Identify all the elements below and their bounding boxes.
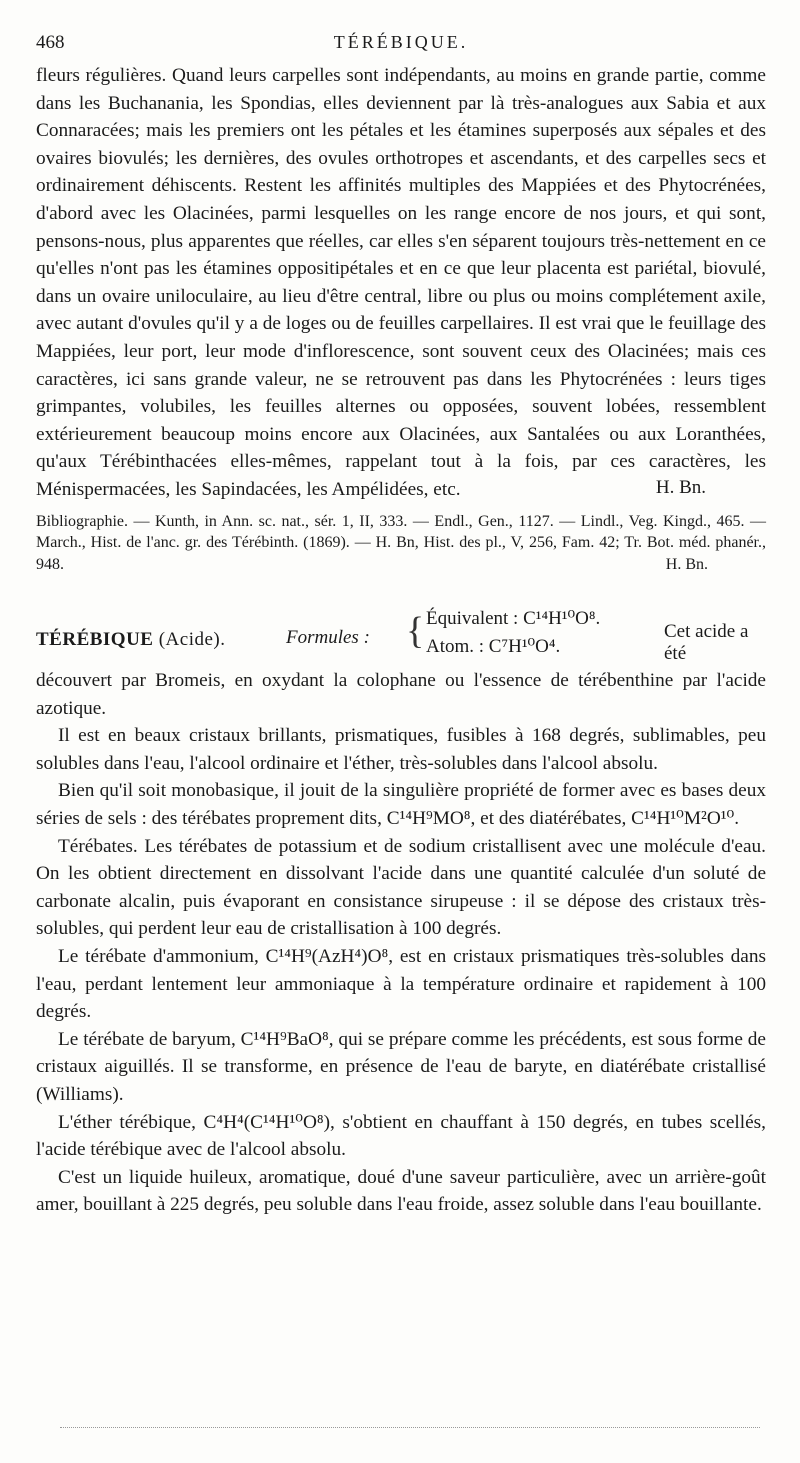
paragraph-terebates: Térébates. Les térébates de potassium et de sodium cristallisent avec une molécule d'eau. On les obtient directement en dissolvant l'acide dans une quantité calculée d'un soluté de carbonate alcalin, puis évaporant en consistance sirupeuse : il se dépose des cristaux très-solubles, qui perdent leur eau de cristallisation à 100 degrés. [36, 835, 766, 940]
paragraph-salts: Bien qu'il soit monobasique, il jouit de la singulière propriété de former avec es bases deux séries de sels : des térébates proprement dits, C¹⁴H⁹MO⁸, et des diatérébates, C¹⁴H¹⁰M²O¹⁰. [36, 780, 766, 829]
paragraph-ether: L'éther térébique, C⁴H⁴(C¹⁴H¹⁰O⁸), s'obtient en chauffant à 150 degrés, en tubes scellés, l'acide térébique avec de l'alcool absolu. [36, 1111, 766, 1161]
formulas-label: Formules : [286, 627, 370, 648]
page-header [36, 28, 766, 62]
paragraph-properties: Il est en beaux cristaux brillants, prismatiques, fusibles à 168 degrés, sublimables, peu solubles dans l'eau, l'alcool ordinaire et l'éther, très-solubles dans l'alcool absolu. [36, 725, 766, 774]
bottom-rule [60, 1427, 760, 1430]
bibliography [36, 511, 766, 576]
author-signature: H. Bn. [655, 476, 706, 498]
formula-equivalent: Équivalent : C¹⁴H¹⁰O⁸. [426, 608, 601, 629]
bibliography-text: Bibliographie. — Kunth, in Ann. sc. nat., sér. 1, II, 333. — Endl., Gen., 1127. — Lindl., Veg. Kingd., 465. — March., Hist. de l'anc. gr. des Térébinth. (1869). — H. Bn, Hist. des pl., V, 256, Fam. 42; Tr. Bot. méd. phanér., 948. [36, 512, 766, 573]
paragraph-mappiees: fleurs régulières. Quand leurs carpelles sont indépendants, au moins en grande partie, comme dans les Buchanania, les Spondias, elles deviennent par là très-analogues aux Sabia et aux Connaracées; mais les premiers ont les pétales et les étamines superposés aux sépales et des ovaires biovulés; les dernières, des ovules orthotropes et ascendants, et des carpelles secs et ordinairement déhiscents. Restent les affinités multiples des Mappiées et des Phytocrénées, d'abord avec les Olacinées, parmi lesquelles on les range encore de nos jours, et qui sont, pensons-nous, plus apparentes que réelles, car elles s'en séparent toujours très-nettement en ce qu'elles n'ont pas les étamines oppositipétales et en ce que leur placenta est pariétal, biovulé, dans un ovaire uniloculaire, au lieu d'être central, libre ou plus ou moins complétement axile, avec autant d'ovules qu'il y a de loges ou de feuilles carpellaires. Il est vrai que le feuillage des Mappiées, leur port, leur mode d'inflorescence, sont souvent ceux des Olacinées; mais ces caractères, ici sans grande valeur, ne se retrouvent pas dans les Phytocrénées : leurs tiges grimpantes, volubiles, les feuilles alternes ou opposées, souvent lobées, ressemblent extérieurement beaucoup moins encore aux Olacinées, aux Santalées ou aux Loranthées, qu'aux Térébinthacées elles-mêmes, rappelant tout à la fois, par ces caractères, les Ménispermacées, les Sapindacées, les Ampélidées, etc. [36, 65, 766, 500]
bibliography-signature: H. Bn. [665, 555, 708, 573]
page-number: 468 [36, 32, 65, 53]
headword-qualifier: (Acide). [158, 629, 226, 650]
paragraph-ammonium: Le térébate d'ammonium, C¹⁴H⁹(AzH⁴)O⁸, est en cristaux prismatiques très-solubles dans l'eau, perdant lentement leur ammoniaque à la température ordinaire et rapidement à 100 degrés. [36, 945, 766, 1023]
running-head: TÉRÉBIQUE. [333, 32, 469, 52]
entry-heading [36, 607, 766, 667]
paragraph-baryum: Le térébate de baryum, C¹⁴H⁹BaO⁸, qui se prépare comme les précédents, est sous forme de cristaux aiguillés. Il se transforme, en présence de l'eau de baryte, en diatérébate cristallisé (Williams). [36, 1028, 766, 1105]
paragraph-discovery: découvert par Bromeis, en oxydant la colophane ou l'essence de térébenthine par l'acide azotique. [36, 670, 766, 719]
entry-lead-text: Cet acide a été [664, 621, 749, 664]
paragraph-liquid: C'est un liquide huileux, aromatique, doué d'une saveur particulière, avec un arrière-goût amer, bouillant à 225 degrés, peu soluble dans l'eau froide, assez soluble dans l'eau bouillante. [36, 1166, 766, 1216]
formula-atomic: Atom. : C⁷H¹⁰O⁴. [426, 636, 561, 657]
headword-text: TÉRÉBIQUE [36, 629, 154, 650]
brace-glyph: { [406, 610, 425, 652]
entry-headword [36, 629, 226, 651]
